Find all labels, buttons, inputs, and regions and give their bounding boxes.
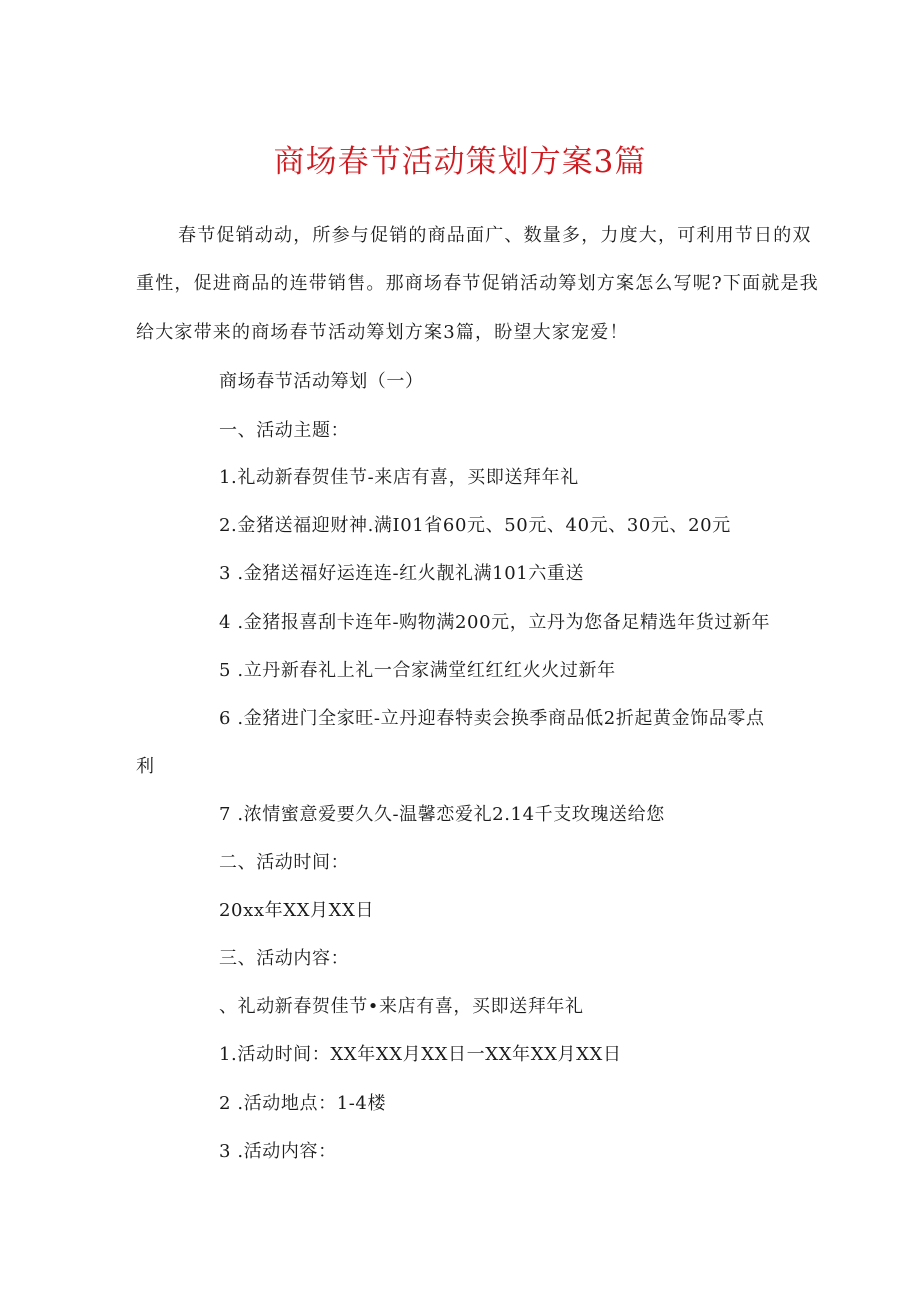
heading-activity-content: 三、活动内容： [219, 948, 350, 969]
intro-line: 春节促销动动，所参与促销的商品面广、数量多，力度大，可利用节日的双 [178, 225, 812, 246]
section-title: 商场春节活动筹划（一） [219, 371, 424, 392]
content-item: 1.活动时间：XX年XX月XX日一XX年XX月XX日 [219, 1044, 622, 1065]
list-item: 6 .金猪进门全家旺-立丹迎春特卖会换季商品低2折起黄金饰品零点 [219, 708, 765, 729]
list-item: 2.金猪送福迎财神.满I01省60元、50元、40元、30元、20元 [219, 515, 731, 536]
list-item: 3 .金猪送福好运连连-红火靓礼满101六重送 [219, 563, 585, 584]
document-title: 商场春节活动策划方案3篇 [273, 144, 647, 180]
list-item: 4 .金猪报喜刮卡连年-购物满200元，立丹为您备足精选年货过新年 [219, 612, 771, 633]
activity-date: 20xx年XX月XX日 [219, 900, 375, 921]
list-item: 1.礼动新春贺佳节-来店有喜，买即送拜年礼 [219, 467, 579, 488]
content-item: 3 .活动内容： [219, 1141, 337, 1162]
list-item: 5 .立丹新春礼上礼一合家满堂红红红火火过新年 [219, 660, 616, 681]
heading-activity-theme: 一、活动主题： [219, 420, 350, 441]
list-item-continuation: 利 [136, 756, 155, 777]
intro-line: 给大家带来的商场春节活动筹划方案3篇，盼望大家宠爱！ [136, 322, 629, 343]
intro-line: 重性，促进商品的连带销售。那商场春节促销活动筹划方案怎么写呢?下面就是我 [136, 273, 819, 294]
list-item: 7 .浓情蜜意爱要久久-温馨恋爱礼2.14千支玫瑰送给您 [219, 804, 665, 825]
heading-activity-time: 二、活动时间： [219, 852, 350, 873]
content-item: 2 .活动地点：1-4楼 [219, 1093, 387, 1114]
content-item: 、礼动新春贺佳节•来店有喜，买即送拜年礼 [219, 996, 584, 1017]
